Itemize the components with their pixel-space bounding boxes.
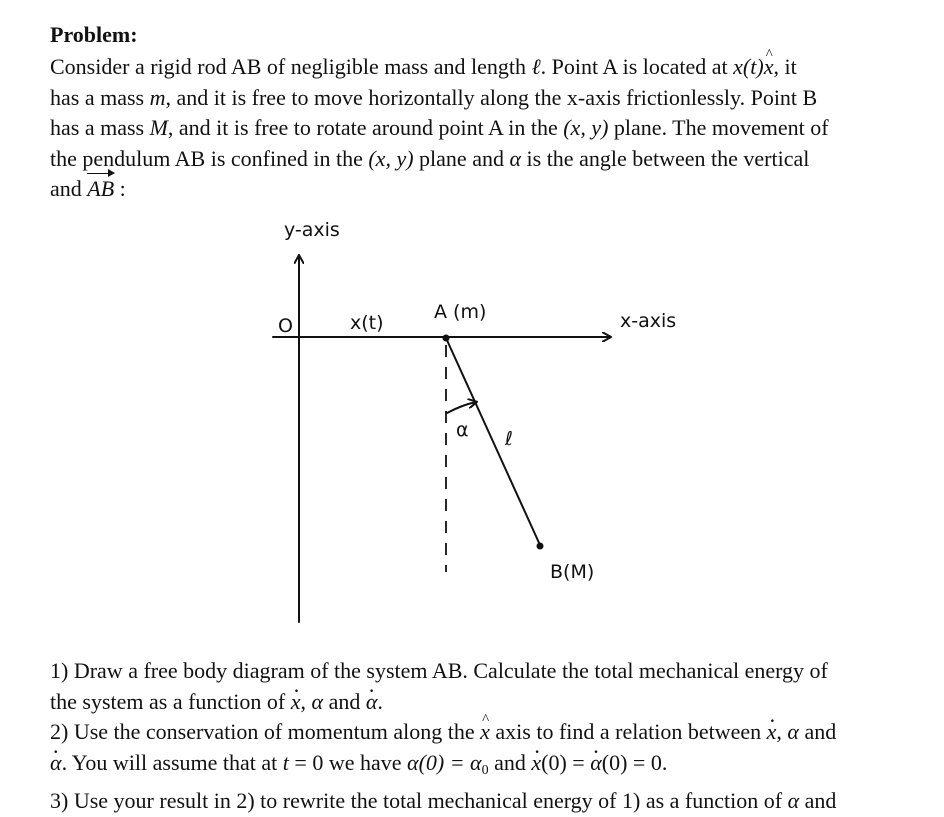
x-of-t-label: x(t)	[350, 312, 384, 334]
angle-arc	[447, 402, 476, 413]
point-a-label: A (m)	[434, 301, 487, 323]
point-b-label: B(M)	[550, 561, 595, 583]
length-label: ℓ	[505, 428, 513, 450]
question-3-line-1: 3) Use your result in 2) to rewrite the total mechanical energy of 1) as a function of α and	[50, 788, 837, 813]
origin-label: O	[278, 315, 293, 337]
question-1-line-2: the system as a function of x ., α and α ..	[50, 687, 930, 718]
vector-ab: AB	[87, 174, 114, 205]
statement-line-2: has a mass m, and it is free to move horizontally along the x-axis frictionlessly. Point B	[50, 84, 818, 110]
statement-line-3: has a mass M, and it is free to rotate around point A in the (x, y) plane. The movement of	[50, 115, 829, 140]
rod-ab	[446, 338, 540, 545]
problem-title: Problem:	[50, 22, 138, 47]
x-axis-label: x-axis	[620, 310, 677, 332]
statement-line-1: Consider a rigid rod AB of negligible mass and length ℓ. Point A is located at x(t)x ^, it	[50, 52, 920, 83]
statement-line-4: the pendulum AB is confined in the (x, y) plane and α is the angle between the vertical	[50, 145, 810, 171]
question-1-line-1: 1) Draw a free body diagram of the system AB. Calculate the total mechanical energy of	[50, 658, 828, 683]
x-hat-symbol: x ^	[764, 52, 774, 83]
y-axis-label: y-axis	[284, 219, 340, 241]
question-2-line-2: α .. You will assume that at t = 0 we have $\alpha(0) = \alpha_0$ and x .(0) = α .(0) = 0.	[50, 748, 930, 787]
question-2-line-1: 2) Use the conservation of momentum along the x ^ axis to find a relation between x ., α and	[50, 717, 930, 748]
questions	[50, 656, 930, 817]
angle-alpha-label: α	[456, 419, 469, 441]
statement-line-5: and AB :	[50, 174, 920, 205]
point-b-marker	[537, 543, 544, 550]
